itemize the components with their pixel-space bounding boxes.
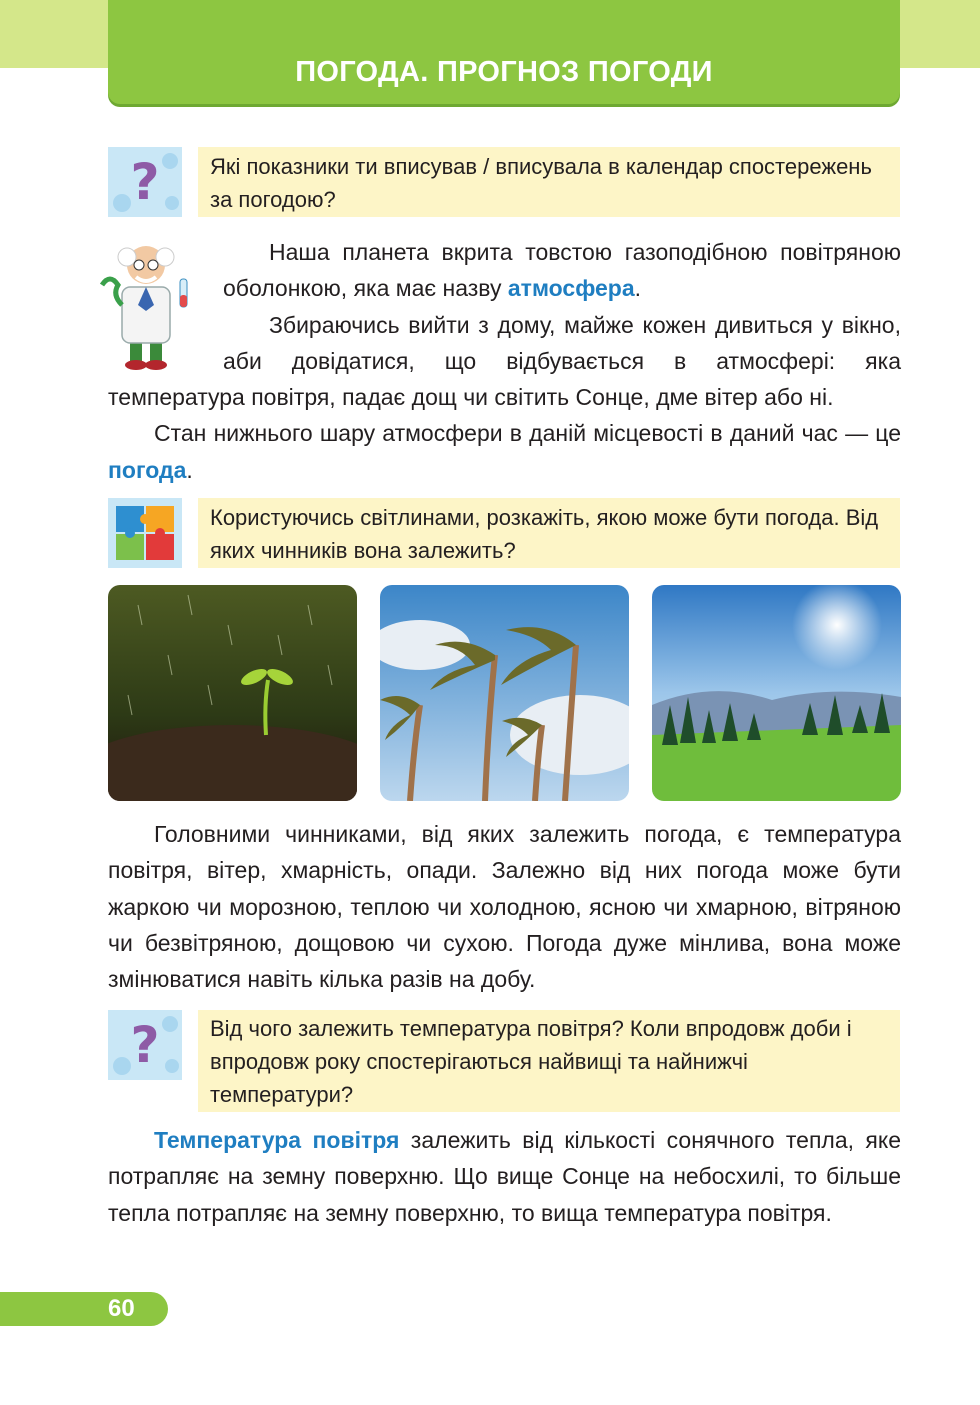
question-box-2: Від чого залежить температура повітря? Коли впродовж доби і впродовж року спостерігаються найвищі та найнижчі температури?	[198, 1010, 900, 1112]
svg-text:?: ?	[130, 1016, 160, 1074]
term-weather: погода	[108, 456, 187, 483]
svg-text:?: ?	[130, 153, 160, 211]
intro-paragraph-3: Стан нижнього шару атмосфери в даній місцевості в даний час — це погода.	[108, 420, 901, 483]
task-box: Користуючись світлинами, розкажіть, якою може бути погода. Від яких чинників вона залежить?	[198, 498, 900, 568]
temperature-paragraph: Температура повітря залежить від кількості сонячного тепла, яке потрапляє на земну поверхню. Що вище Сонце на небосхилі, то більше тепла потрапляє на земну поверхню, то вища температура повітря.	[108, 1127, 901, 1226]
question-mark-icon	[108, 1010, 182, 1080]
sunny-meadow-photo	[652, 585, 901, 801]
intro-paragraph-2: Збираючись вийти з дому, майже кожен дивиться у вікно, аби довідатися, що відбувається в атмосфері: яка температура повітря, падає дощ чи світить Сонце, дме вітер або ні.	[108, 311, 901, 411]
windy-palms-photo	[380, 585, 629, 801]
title-banner	[108, 0, 900, 104]
intro-text	[108, 234, 901, 488]
page-number: 60	[108, 1295, 135, 1322]
page-number-tab	[0, 1292, 168, 1326]
question-box-1: Які показники ти вписував / вписувала в календар спостережень за погодою?	[198, 147, 900, 217]
puzzle-icon	[108, 498, 182, 568]
dotted-line-right	[905, 70, 980, 74]
rain-sprout-photo	[108, 585, 357, 801]
intro-paragraph-1: Наша планета вкрита товстою газоподібною повітряною оболонкою, яка має назву атмосфера.	[223, 239, 901, 302]
term-atmosphere: атмосфера	[507, 275, 635, 302]
term-air-temperature: Температура повітря	[154, 1127, 400, 1153]
factors-paragraph: Головними чинниками, від яких залежить погода, є температура повітря, вітер, хмарність, опади. Залежно від них погода може бути жаркою чи морозною, теплою чи холодною, ясною чи хмарною, вітряною чи безвітряною, дощовою чи сухою. Погода дуже мінлива, вона може змінюватися навіть кілька разів на добу.	[108, 821, 901, 993]
question-mark-icon	[108, 147, 182, 217]
page-title: ПОГОДА. ПРОГНОЗ ПОГОДИ	[295, 56, 713, 88]
dotted-line-left	[0, 70, 100, 74]
